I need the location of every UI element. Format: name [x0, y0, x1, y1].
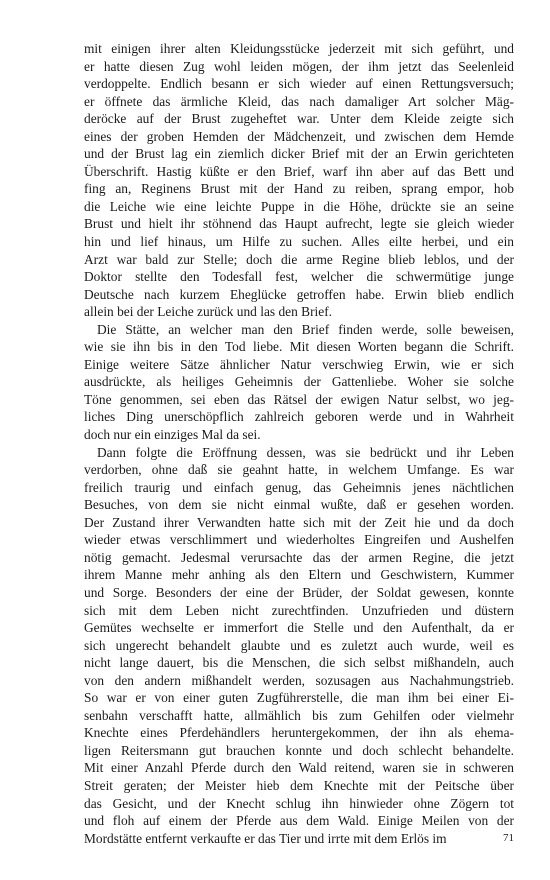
- text-line: Töne genommen, sei eben das Rätsel der ewigen Natur selbst, wo jeg-: [84, 391, 514, 407]
- text-line: verdorben, ohne daß sie geahnt hatte, in welchem Umfange. Es war: [84, 462, 514, 478]
- text-line: eines der groben Hemden der Mädchenzeit, und zwischen dem Hemde: [84, 128, 514, 144]
- text-line: Mordstätte entfernt verkaufte er das Tier und irrte mit dem Erlös im: [84, 830, 447, 846]
- text-line: von den andern mißhandelt werden, sozusagen aus Nachahmungstrieb.: [84, 672, 514, 688]
- text-line: Einige weitere Sätze ähnlicher Natur verschwieg Erwin, wie er sich: [84, 356, 514, 372]
- page-number: 71: [503, 832, 514, 844]
- text-line: Deutsche nach kurzem Eheglücke getroffen habe. Erwin blieb endlich: [84, 286, 514, 302]
- paragraph: [84, 321, 514, 444]
- text-line: deröcke auf der Brust zugeheftet war. Unter dem Kleide zeigte sich: [84, 111, 514, 127]
- text-line: Streit geraten; der Meister hieb dem Knechte mit der Peitsche über: [84, 777, 514, 793]
- text-line: nötig gemacht. Jedesmal verursachte das der armen Regine, die jetzt: [84, 549, 514, 565]
- text-line: Mit einer Anzahl Pferde durch den Wald reitend, waren sie in schweren: [84, 760, 514, 776]
- text-line: und Sorge. Besonders der eine der Brüder, der Soldat gewesen, konnte: [84, 584, 514, 600]
- text-line: Gemütes wechselte er immerfort die Stelle und den Aufenthalt, da er: [84, 620, 514, 636]
- text-line: und der Brust lag ein ziemlich dicker Brief mit der an Erwin gerichteten: [84, 146, 514, 162]
- text-line: So war er von einer guten Zugführerstelle, die man ihm bei einer Ei-: [84, 690, 514, 706]
- text-line: Brust und hielt ihr stöhnend das Haupt aufrecht, legte sie gleich wieder: [84, 216, 514, 232]
- text-line: sich mit dem Leben nicht zurechtfinden. Unzufrieden und düstern: [84, 602, 514, 618]
- text-line: nicht lange dauert, bis die Menschen, die sich selbst mißhandeln, auch: [84, 655, 514, 671]
- text-line: doch nur ein einziges Mal da sei.: [84, 427, 261, 443]
- text-line: mit einigen ihrer alten Kleidungsstücke jederzeit mit sich geführt, und: [84, 41, 514, 56]
- text-line: Überschrift. Hastig küßte er den Brief, warf ihn aber auf das Bett und: [84, 163, 514, 179]
- text-line: er öffnete das ärmliche Kleid, das nach damaliger Art solcher Mäg-: [84, 93, 514, 109]
- text-line: freilich traurig und einfach genug, das Geheimnis jenes nächtlichen: [84, 479, 514, 495]
- text-line: verdoppelte. Endlich besann er sich wieder auf einen Rettungsversuch;: [84, 76, 514, 92]
- text-line: Die Stätte, an welcher man den Brief finden werde, solle beweisen,: [97, 321, 514, 337]
- text-line: Besuches, von dem sie nicht einmal wußte, daß er gesehen worden.: [84, 497, 514, 513]
- text-line: ihrem Manne mehr anhing als den Eltern und Geschwistern, Kummer: [84, 567, 514, 583]
- text-line: wieder etwas verschlimmert und wiederholtes Eingreifen und Aushelfen: [84, 532, 514, 548]
- paragraph: [84, 444, 514, 848]
- text-line: er hatte diesen Zug wohl leiden mögen, der ihm jetzt das Seelenleid: [84, 58, 514, 74]
- text-line: wie sie ihn bis in den Tod liebe. Mit diesen Worten begann die Schrift.: [84, 339, 514, 355]
- text-line: liches Ding unerschöpflich zahlreich geboren werde und in Wahrheit: [84, 409, 514, 425]
- text-line: sich ungerecht behandelt glaubte und es zuletzt auch wurde, weil es: [84, 637, 514, 653]
- text-line: Doktor stellte den Todesfall fest, welcher die schwermütige junge: [84, 269, 514, 285]
- text-line: ligen Reitersmann gut brauchen konnte und doch schlecht behandelte.: [84, 742, 514, 758]
- text-line: Dann folgte die Eröffnung dessen, was sie bedrückt und ihr Leben: [97, 444, 514, 460]
- text-line: das Gesicht, und der Knecht schlug ihn hinwieder ohne Zögern tot: [84, 795, 514, 811]
- text-line: und floh auf einem der Pferde aus dem Wald. Einige Meilen von der: [84, 813, 514, 829]
- text-line: Arzt war bald zur Stelle; doch die arme Regine blieb leblos, und der: [84, 251, 514, 267]
- text-line: ausdrückte, als heiliges Geheimnis der Gattenliebe. Woher sie solche: [84, 374, 514, 390]
- text-line: allein bei der Leiche zurück und las den Brief.: [84, 304, 332, 320]
- text-line: Knechte eines Pferdehändlers heruntergekommen, der ihn als ehema-: [84, 725, 514, 741]
- text-line: senbahn verschafft hatte, allmählich bis zum Gehilfen oder vielmehr: [84, 707, 514, 723]
- text-line: fing an, Reginens Brust mit der Hand zu reiben, sprang empor, hob: [84, 181, 514, 197]
- page-body: [84, 40, 514, 847]
- paragraph: [84, 40, 514, 321]
- text-line: hin und lief hinaus, um Hilfe zu suchen. Alles eilte herbei, und ein: [84, 234, 514, 250]
- text-line: Der Zustand ihrer Verwandten hatte sich mit der Zeit hie und da doch: [84, 514, 514, 530]
- text-line: die Leiche wie eine leichte Puppe in die Höhe, drückte sie an seine: [84, 198, 514, 214]
